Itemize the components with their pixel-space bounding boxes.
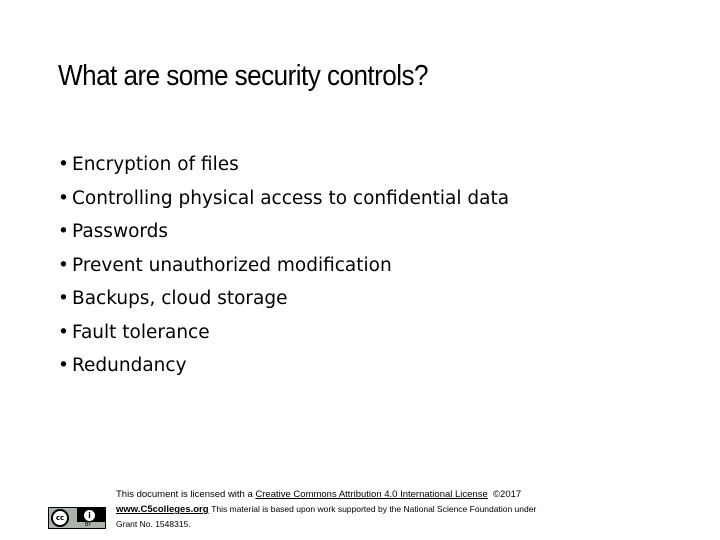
bullet-item bbox=[58, 215, 509, 249]
license-text bbox=[116, 488, 696, 531]
bullet-text: Prevent unauthorized modification bbox=[72, 254, 392, 276]
bullet-dot: • bbox=[58, 154, 69, 175]
license-line bbox=[116, 488, 696, 502]
bullet-item bbox=[58, 182, 509, 216]
grant-line: Grant No. 1548315. bbox=[116, 519, 191, 529]
c5colleges-link[interactable]: www.C5colleges.org bbox=[116, 504, 209, 515]
cc-by-license-icon[interactable] bbox=[48, 507, 106, 529]
attribution-person-icon: i bbox=[83, 509, 96, 522]
bullet-item bbox=[58, 282, 509, 316]
license-footer bbox=[48, 488, 688, 534]
support-line bbox=[116, 502, 696, 517]
bullet-dot: • bbox=[58, 221, 69, 242]
bullet-dot: • bbox=[58, 321, 69, 343]
bullet-text: Fault tolerance bbox=[72, 321, 210, 343]
by-label: BY bbox=[85, 522, 92, 528]
slide-title: What are some security controls? bbox=[58, 60, 429, 92]
bullet-item bbox=[58, 148, 509, 182]
bullet-text: Passwords bbox=[72, 221, 169, 242]
bullet-dot: • bbox=[58, 187, 69, 209]
bullet-dot: • bbox=[58, 355, 69, 376]
support-text: This material is based upon work supported by the National Science Foundation under bbox=[211, 504, 537, 514]
bullet-item bbox=[58, 249, 509, 283]
bullet-text: Encryption of files bbox=[72, 154, 239, 175]
bullet-list bbox=[58, 148, 509, 383]
bullet-text: Controlling physical access to confidential data bbox=[72, 187, 510, 209]
bullet-dot: • bbox=[58, 254, 69, 276]
bullet-item bbox=[58, 316, 509, 350]
copyright-text: ©2017 bbox=[493, 489, 522, 500]
license-link[interactable]: Creative Commons Attribution 4.0 International License bbox=[255, 489, 488, 500]
bullet-text: Backups, cloud storage bbox=[72, 288, 288, 309]
bullet-text: Redundancy bbox=[72, 355, 187, 376]
license-prefix: This document is licensed with a bbox=[116, 489, 256, 500]
bullet-dot: • bbox=[58, 288, 69, 309]
cc-icon: cc bbox=[51, 509, 69, 527]
bullet-item bbox=[58, 349, 509, 383]
